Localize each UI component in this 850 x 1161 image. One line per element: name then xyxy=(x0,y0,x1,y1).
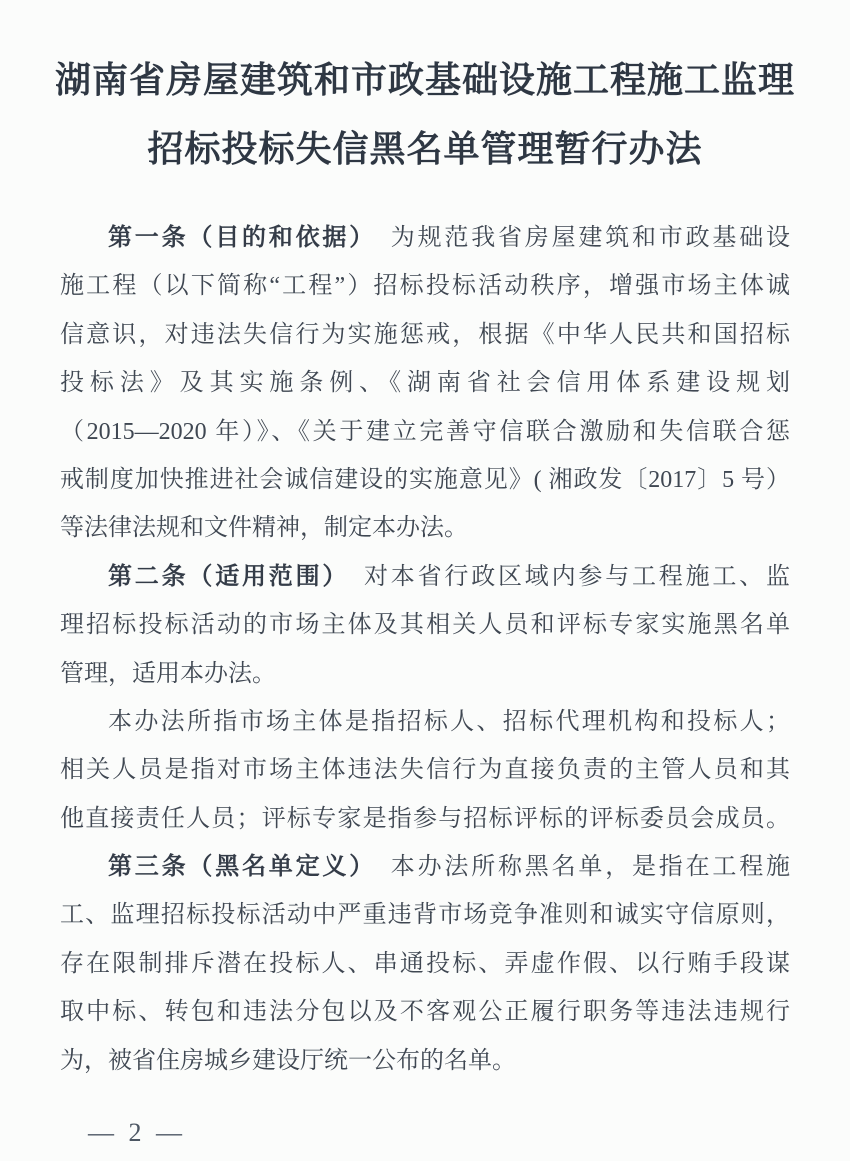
body-line-text: 为，被省住房城乡建设厅统一公布的名单。 xyxy=(60,1047,516,1074)
body-line-text: 理招标投标活动的市场主体及其相关人员和评标专家实施黑名单 xyxy=(60,612,790,639)
body-line xyxy=(60,262,790,310)
body-line xyxy=(60,891,790,939)
body-line xyxy=(60,843,790,891)
document-title-line-2: 招标投标失信黑名单管理暂行办法 xyxy=(147,129,703,169)
body-line xyxy=(60,650,790,698)
body-line-text: 存在限制排斥潜在投标人、串通投标、弄虚作假、以行贿手段谋 xyxy=(60,950,790,977)
body-line xyxy=(60,940,790,988)
body-line xyxy=(60,456,790,504)
body-line-text: 投标法》及其实施条例、《湖南省社会信用体系建设规划 xyxy=(60,370,790,397)
article-2-heading: 第二条（适用范围） xyxy=(108,563,338,590)
body-line xyxy=(60,988,790,1036)
body-line-text: 取中标、转包和违法分包以及不客观公正履行职务等违法违规行 xyxy=(60,999,790,1026)
body-line-text: 信意识，对违法失信行为实施惩戒，根据《中华人民共和国招标 xyxy=(60,321,790,348)
body-line xyxy=(60,795,790,843)
body-line xyxy=(60,1037,790,1085)
body-line-text: 为规范我省房屋建筑和市政基础设 xyxy=(364,225,790,251)
body-line-text: 本办法所指市场主体是指招标人、招标代理机构和投标人； xyxy=(108,708,790,735)
body-line xyxy=(60,504,790,552)
body-line-text: 相关人员是指对市场主体违法失信行为直接负责的主管人员和其 xyxy=(60,757,790,784)
body-line-text: 工、监理招标投标活动中严重违背市场竞争准则和诚实守信原则， xyxy=(60,902,790,929)
body-line-text: 本办法所称黑名单，是指在工程施 xyxy=(364,854,790,881)
body-line xyxy=(60,311,790,359)
document-body xyxy=(60,214,790,1085)
body-line-text: （2015—2020 年）》、《关于建立完善守信联合激励和失信联合惩 xyxy=(60,418,790,445)
body-line xyxy=(60,746,790,794)
body-line-text: 戒制度加快推进社会诚信建设的实施意见》( 湘政发〔2017〕5 号） xyxy=(60,466,790,493)
document-title-line-1: 湖南省房屋建筑和市政基础设施工程施工监理 xyxy=(54,60,795,100)
body-line-text: 他直接责任人员；评标专家是指参与招标评标的评标委员会成员。 xyxy=(60,805,790,832)
article-1-heading: 第一条（目的和依据） xyxy=(108,225,364,251)
body-line-text: 等法律法规和文件精神，制定本办法。 xyxy=(60,515,468,542)
body-line xyxy=(60,553,790,601)
body-line xyxy=(60,698,790,746)
article-3-heading: 第三条（黑名单定义） xyxy=(108,854,364,881)
page-number: — 2 — xyxy=(88,1118,186,1147)
body-line xyxy=(60,601,790,649)
body-line xyxy=(60,214,790,262)
body-line-text: 管理，适用本办法。 xyxy=(60,660,276,687)
document-title xyxy=(0,0,850,184)
body-line xyxy=(60,359,790,407)
body-line xyxy=(60,408,790,456)
body-line-text: 对本省行政区域内参与工程施工、监 xyxy=(337,563,790,590)
body-line-text: 施工程（以下简称“工程”）招标投标活动秩序，增强市场主体诚 xyxy=(60,273,790,300)
